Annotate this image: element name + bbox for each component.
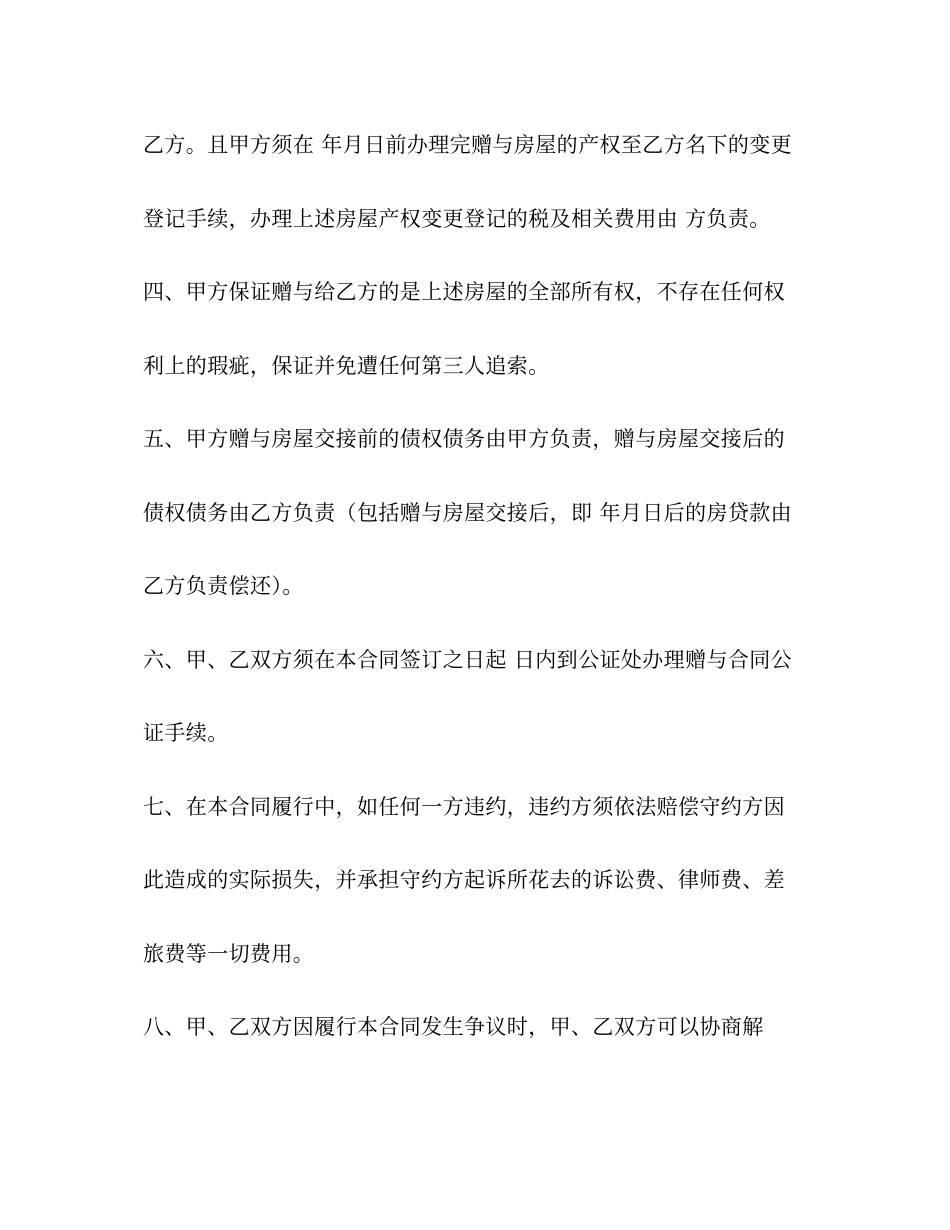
text-line: 登记手续，办理上述房屋产权变更登记的税及相关费用由 方负责。 (143, 206, 771, 231)
text-line: 七、在本合同履行中，如任何一方违约，违约方须依法赔偿守约方因 (143, 794, 785, 819)
text-line: 八、甲、乙双方因履行本合同发生争议时，甲、乙双方可以协商解 (143, 1015, 764, 1039)
contract-body-text (143, 135, 823, 1091)
text-line: 乙方。且甲方须在 年月日前办理完赠与房屋的产权至乙方名下的变更 (143, 133, 793, 157)
text-line: 六、甲、乙双方须在本合同签订之日起 日内到公证处办理赠与合同公 (143, 647, 793, 672)
text-line: 证手续。 (143, 721, 229, 745)
text-line: 四、甲方保证赠与给乙方的是上述房屋的全部所有权，不存在任何权 (143, 280, 785, 304)
text-line: 五、甲方赠与房屋交接前的债权债务由甲方负责，赠与房屋交接后的 (143, 427, 785, 451)
text-line: 乙方负责偿还）。 (143, 574, 304, 598)
text-line: 利上的瑕疵，保证并免遭任何第三人追索。 (143, 353, 550, 378)
text-line: 此造成的实际损失，并承担守约方起诉所花去的诉讼费、律师费、差 (143, 868, 785, 892)
text-line: 旅费等一切费用。 (143, 941, 315, 966)
text-line: 债权债务由乙方负责（包括赠与房屋交接后，即 年月日后的房贷款由 (143, 500, 793, 525)
